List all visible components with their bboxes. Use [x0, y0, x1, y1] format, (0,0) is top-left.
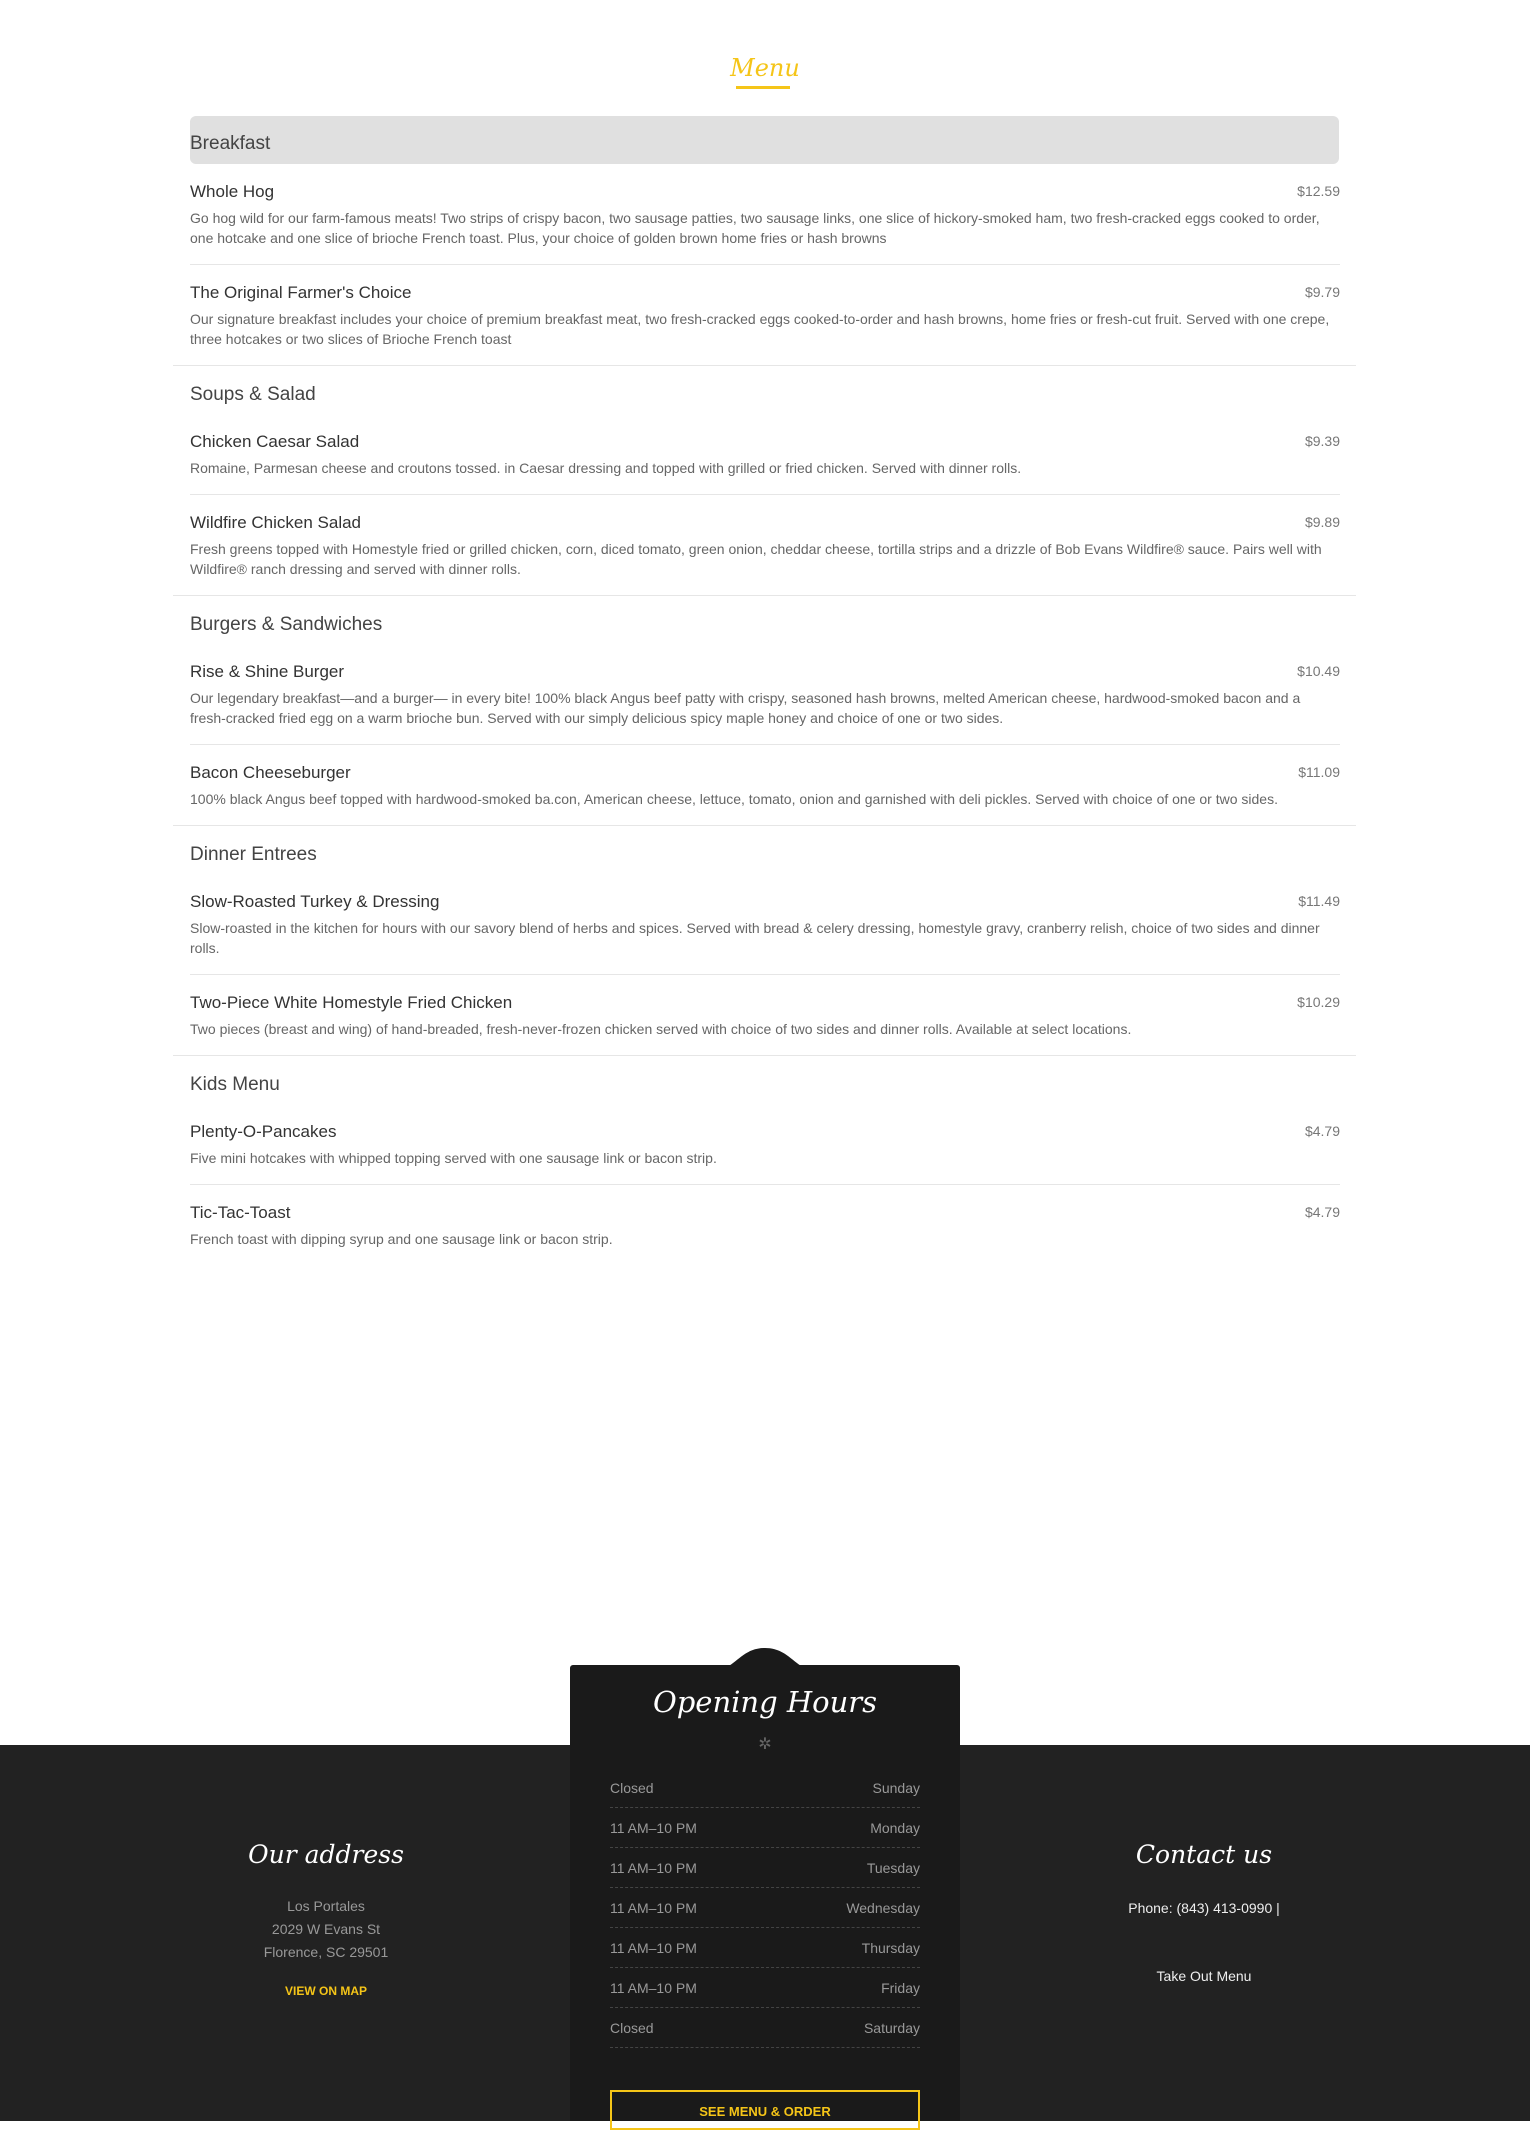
item-description: Our signature breakfast includes your choice of premium breakfast meat, two fresh-cracked eggs cooked-to-order and hash browns, home fries or fresh-cut fruit. Served with one crepe, three hotcakes or two slices of Brioche French toast	[190, 311, 1330, 347]
view-on-map-link[interactable]: VIEW ON MAP	[284, 1984, 367, 1998]
menu-item	[190, 1104, 1340, 1185]
item-name: Whole Hog	[190, 182, 275, 201]
hours-time: Closed	[610, 2020, 654, 2036]
menu-title: Menu	[730, 54, 800, 82]
hours-row	[610, 1848, 920, 1888]
item-price: $11.09	[1298, 764, 1340, 780]
section-heading: Soups & Salad	[190, 384, 316, 405]
item-price: $10.29	[1297, 994, 1340, 1010]
item-name: Rise & Shine Burger	[190, 662, 345, 681]
item-description: Two pieces (breast and wing) of hand-breaded, fresh-never-frozen chicken served with choice of two sides and dinner rolls. Available at select locations.	[190, 1021, 1132, 1037]
hours-time: 11 AM–10 PM	[610, 1980, 697, 1996]
menu-item	[190, 265, 1340, 365]
menu-item	[190, 414, 1340, 495]
hours-time: 11 AM–10 PM	[610, 1940, 697, 1956]
section-heading: Dinner Entrees	[190, 844, 317, 865]
item-price: $4.79	[1304, 1123, 1340, 1139]
item-name: Two-Piece White Homestyle Fried Chicken	[190, 993, 513, 1012]
menu-item	[190, 1185, 1340, 1265]
menu-item	[190, 975, 1340, 1055]
item-price: $12.59	[1297, 183, 1340, 199]
menu-list	[173, 116, 1356, 1265]
item-description: Fresh greens topped with Homestyle fried or grilled chicken, corn, diced tomato, green onion, cheddar cheese, tortilla strips and a drizzle of Bob Evans Wildfire® sauce. Pairs well with Wildfire® ranch dressing and served with dinner rolls.	[190, 541, 1322, 577]
hours-row	[610, 2008, 920, 2048]
item-price: $11.49	[1298, 893, 1340, 909]
item-name: The Original Farmer's Choice	[190, 283, 412, 302]
item-name: Plenty-O-Pancakes	[190, 1122, 337, 1141]
item-name: Chicken Caesar Salad	[190, 432, 360, 451]
hours-time: 11 AM–10 PM	[610, 1860, 697, 1876]
menu-item	[190, 745, 1340, 825]
item-description: Romaine, Parmesan cheese and croutons tossed. in Caesar dressing and topped with grilled or fried chicken. Served with dinner rolls.	[190, 460, 1022, 476]
menu-item	[190, 495, 1340, 595]
section-heading: Burgers & Sandwiches	[190, 614, 383, 635]
hours-row	[610, 1968, 920, 2008]
address-title: Our address	[248, 1840, 404, 1869]
flower-ornament-icon: ✲	[758, 1736, 772, 1753]
address-column	[126, 1835, 526, 2001]
menu-section	[173, 596, 1356, 826]
hours-time: Closed	[610, 1780, 654, 1796]
title-underline	[736, 86, 790, 89]
item-description: Our legendary breakfast—and a burger— in every bite! 100% black Angus beef patty with crispy, seasoned hash browns, melted American cheese, hardwood-smoked bacon and a fresh-cracked fried egg on a warm brioche bun. Served with our simply delicious spicy maple honey and choice of one or two sides.	[190, 690, 1301, 726]
hours-time: 11 AM–10 PM	[610, 1820, 697, 1836]
item-description: French toast with dipping syrup and one sausage link or bacon strip.	[190, 1231, 613, 1247]
item-name: Bacon Cheeseburger	[190, 763, 351, 782]
address-line: 2029 W Evans St	[271, 1921, 381, 1937]
item-name: Wildfire Chicken Salad	[190, 513, 362, 532]
item-price: $4.79	[1304, 1204, 1340, 1220]
menu-section	[173, 826, 1356, 1056]
menu-section	[173, 366, 1356, 596]
item-name: Tic-Tac-Toast	[190, 1203, 291, 1222]
menu-section	[173, 1056, 1356, 1265]
hours-time: 11 AM–10 PM	[610, 1900, 697, 1916]
hours-day: Sunday	[872, 1780, 920, 1796]
item-description: Go hog wild for our farm-famous meats! Two strips of crispy bacon, two sausage patties, two sausage links, one slice of hickory-smoked ham, two fresh-cracked eggs cooked to order, one hotcake and one slice of brioche French toast. Plus, your choice of golden brown home fries or hash browns	[190, 210, 1320, 246]
address-line: Florence, SC 29501	[263, 1944, 389, 1960]
hours-day: Wednesday	[846, 1900, 920, 1916]
phone-link[interactable]: Phone: (843) 413-0990 |	[1128, 1900, 1280, 1916]
see-menu-order-button[interactable]: SEE MENU & ORDER	[610, 2090, 920, 2130]
take-out-menu-link[interactable]: Take Out Menu	[1156, 1968, 1252, 1984]
item-price: $9.79	[1304, 284, 1340, 300]
menu-section	[173, 116, 1356, 366]
hours-row	[610, 1768, 920, 1808]
section-heading: Kids Menu	[190, 1074, 280, 1095]
contact-column	[1004, 1835, 1404, 1987]
hours-table	[610, 1768, 920, 2048]
item-description: Slow-roasted in the kitchen for hours with our savory blend of herbs and spices. Served with bread & celery dressing, homestyle gravy, cranberry relish, choice of two sides and dinner rolls.	[190, 920, 1320, 956]
item-description: Five mini hotcakes with whipped topping served with one sausage link or bacon strip.	[190, 1150, 717, 1166]
menu-item	[190, 644, 1340, 745]
contact-title: Contact us	[1135, 1840, 1273, 1869]
item-name: Slow-Roasted Turkey & Dressing	[190, 892, 440, 911]
hours-row	[610, 1888, 920, 1928]
hours-day: Tuesday	[866, 1860, 920, 1876]
opening-hours-title: Opening Hours	[652, 1685, 878, 1719]
item-price: $9.89	[1304, 514, 1340, 530]
menu-item	[190, 164, 1340, 265]
hours-day: Friday	[881, 1980, 920, 1996]
address-line: Los Portales	[287, 1898, 365, 1914]
hours-row	[610, 1808, 920, 1848]
hours-row	[610, 1928, 920, 1968]
section-heading: Breakfast	[190, 116, 1339, 164]
item-description: 100% black Angus beef topped with hardwood-smoked ba.con, American cheese, lettuce, tomato, onion and garnished with deli pickles. Served with choice of one or two sides.	[190, 791, 1278, 807]
item-price: $10.49	[1297, 663, 1340, 679]
hours-day: Thursday	[861, 1940, 920, 1956]
hours-day: Saturday	[863, 2020, 920, 2036]
hours-day: Monday	[870, 1820, 920, 1836]
menu-item	[190, 874, 1340, 975]
item-price: $9.39	[1304, 433, 1340, 449]
